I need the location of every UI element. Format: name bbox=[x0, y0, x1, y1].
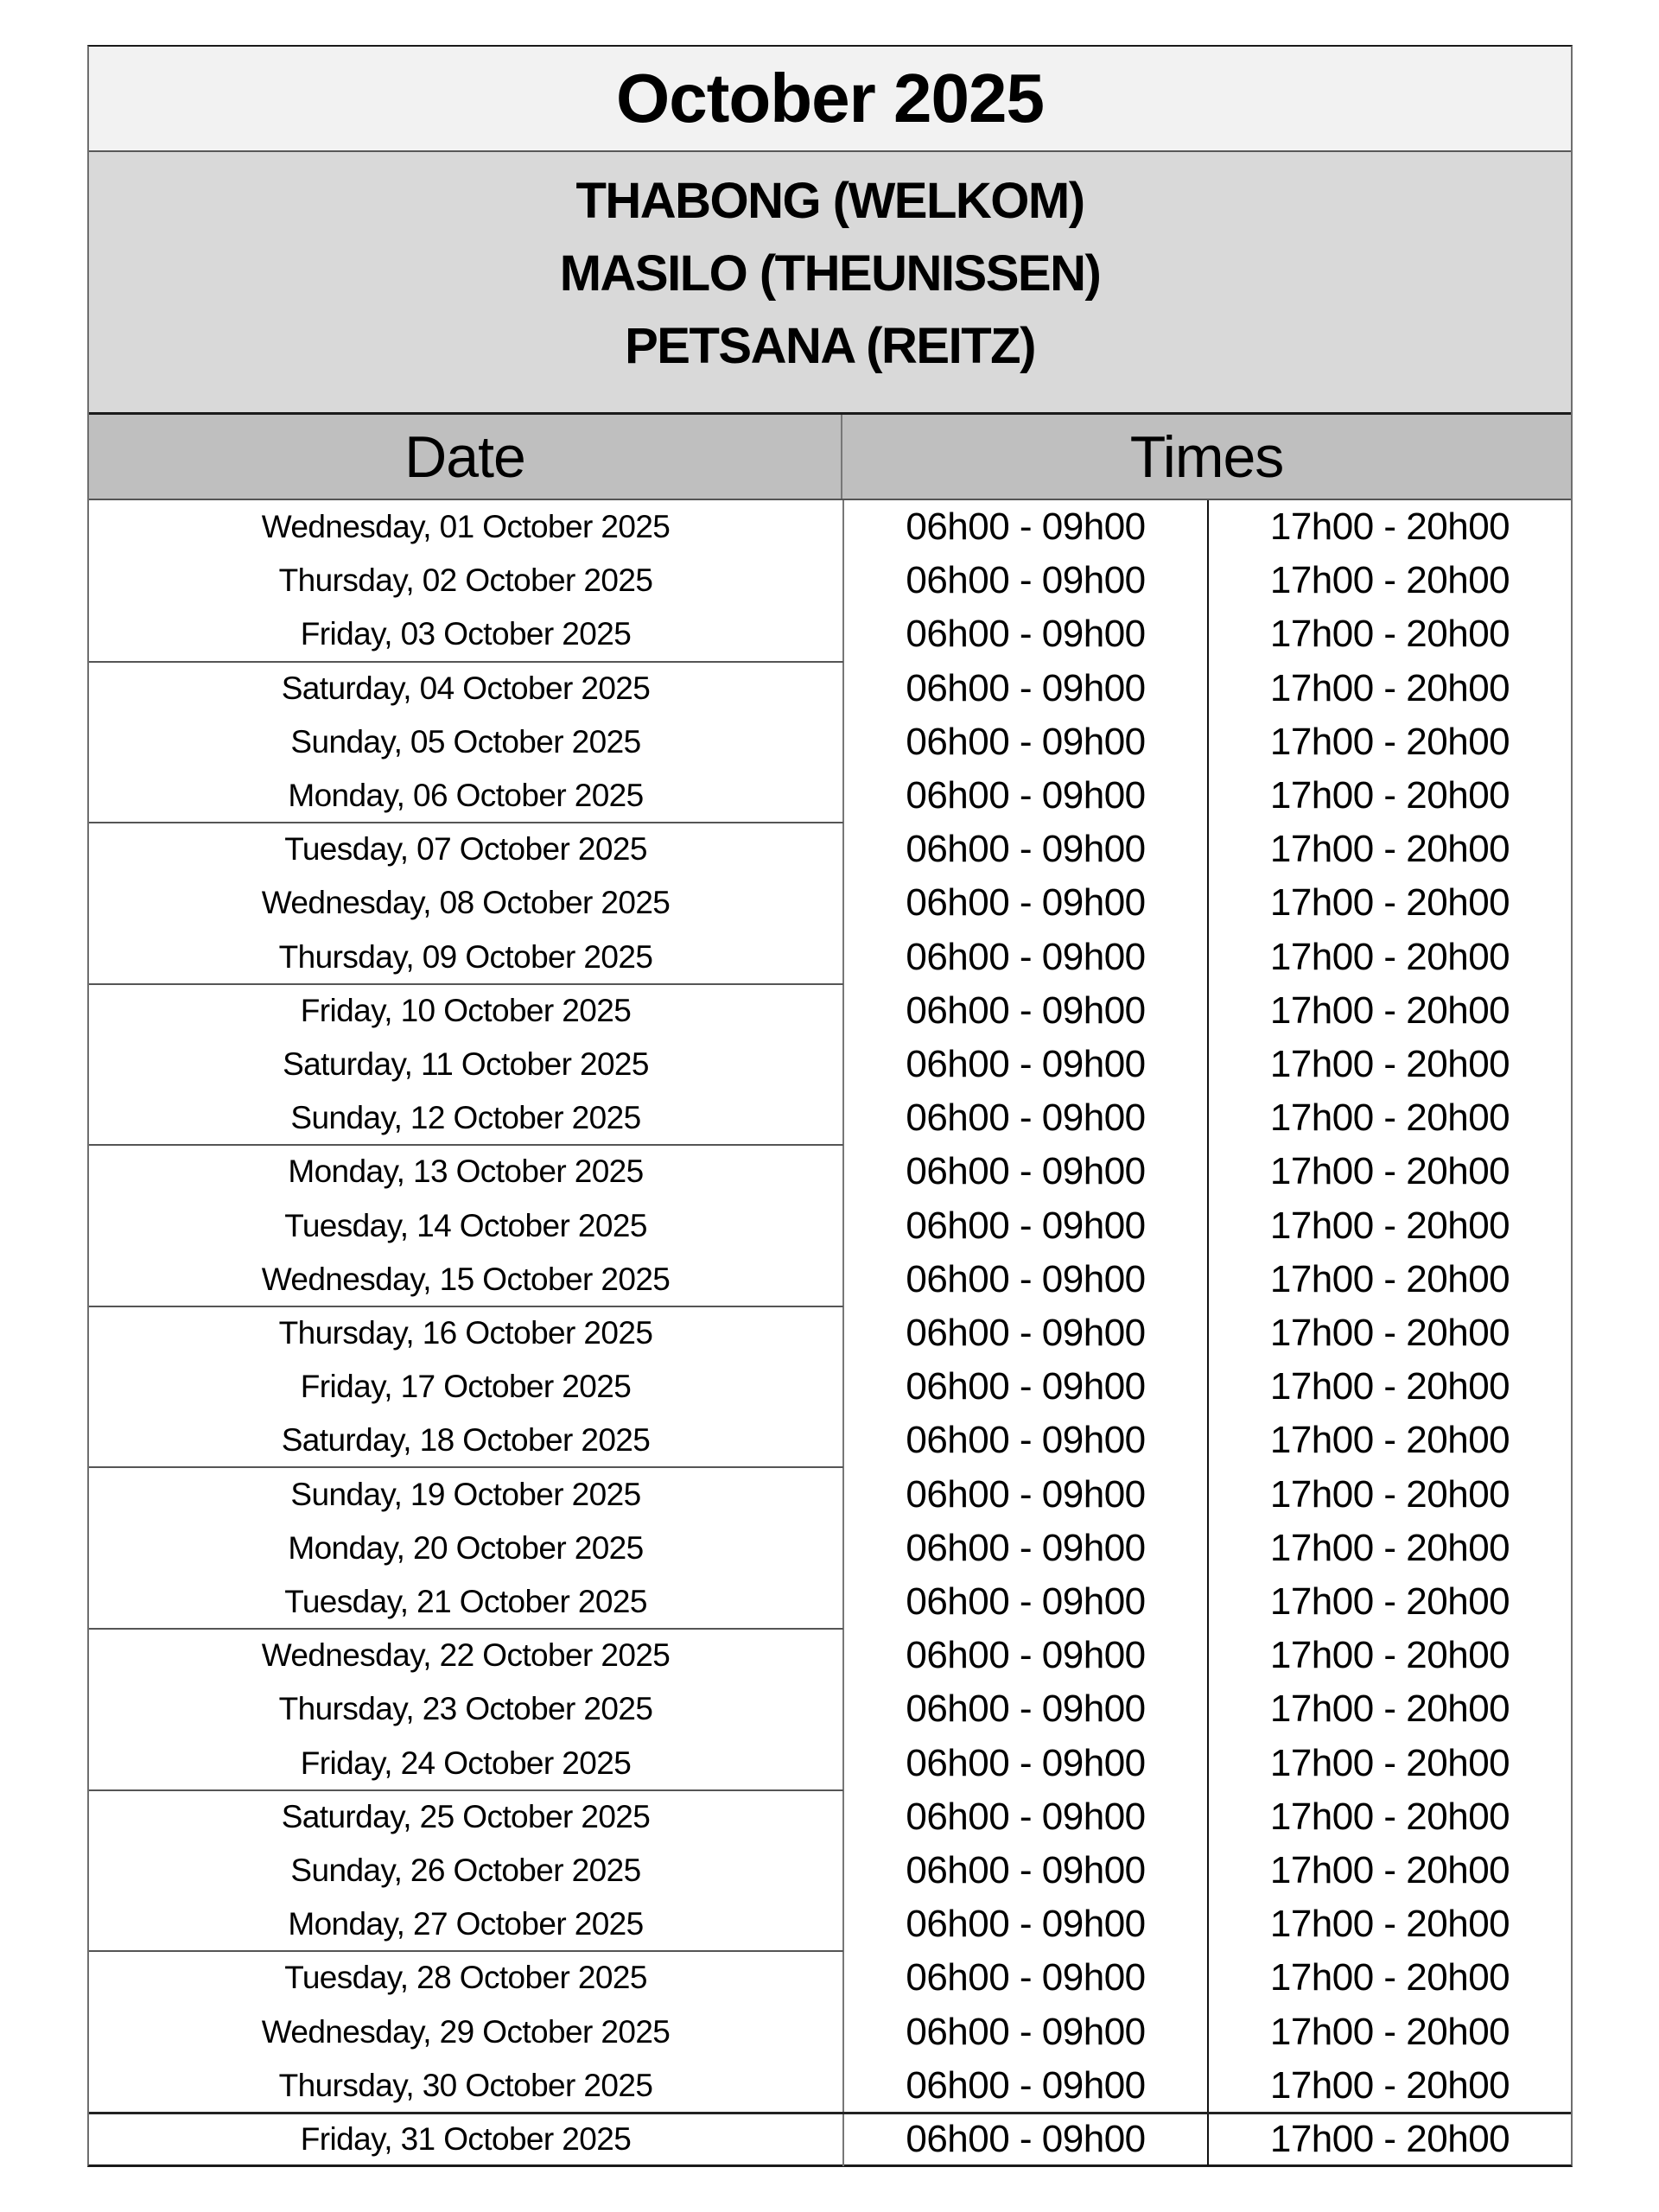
date-cell: Sunday, 12 October 2025 bbox=[290, 1100, 641, 1136]
morning-time-cell: 06h00 - 09h00 bbox=[906, 935, 1146, 978]
table-row bbox=[89, 984, 1571, 1038]
evening-time-cell: 17h00 - 20h00 bbox=[1269, 1580, 1510, 1623]
morning-time-cell: 06h00 - 09h00 bbox=[906, 1204, 1146, 1247]
morning-time-cell: 06h00 - 09h00 bbox=[906, 720, 1146, 763]
date-cell: Wednesday, 15 October 2025 bbox=[261, 1261, 671, 1297]
date-cell: Tuesday, 14 October 2025 bbox=[284, 1207, 647, 1243]
final-row-divider bbox=[89, 2112, 1571, 2114]
date-group-divider bbox=[89, 1789, 843, 1791]
table-row bbox=[89, 1038, 1571, 1091]
table-row bbox=[89, 554, 1571, 607]
date-cell: Thursday, 30 October 2025 bbox=[278, 2067, 653, 2103]
table-row bbox=[89, 662, 1571, 715]
table-row bbox=[89, 1199, 1571, 1253]
morning-time-cell: 06h00 - 09h00 bbox=[906, 666, 1146, 709]
table-row bbox=[89, 500, 1571, 554]
date-group-divider bbox=[89, 983, 843, 985]
date-cell: Friday, 03 October 2025 bbox=[300, 616, 632, 652]
date-cell: Wednesday, 22 October 2025 bbox=[261, 1637, 671, 1674]
evening-time-cell: 17h00 - 20h00 bbox=[1269, 2010, 1510, 2053]
evening-time-cell: 17h00 - 20h00 bbox=[1269, 1043, 1510, 1086]
date-cell: Thursday, 16 October 2025 bbox=[278, 1314, 653, 1351]
table-row bbox=[89, 931, 1571, 984]
column-header-date: Date bbox=[89, 415, 842, 499]
date-cell: Thursday, 02 October 2025 bbox=[278, 563, 653, 599]
evening-time-cell: 17h00 - 20h00 bbox=[1269, 720, 1510, 763]
table-row bbox=[89, 1360, 1571, 1414]
morning-time-cell: 06h00 - 09h00 bbox=[906, 1311, 1146, 1354]
location-thabong: THABONG (WELKOM) bbox=[575, 172, 1084, 229]
evening-time-cell: 17h00 - 20h00 bbox=[1269, 1956, 1510, 1999]
date-cell: Thursday, 09 October 2025 bbox=[278, 938, 653, 975]
evening-time-cell: 17h00 - 20h00 bbox=[1269, 505, 1510, 549]
date-group-divider bbox=[89, 822, 843, 823]
evening-time-cell: 17h00 - 20h00 bbox=[1269, 1795, 1510, 1838]
morning-time-cell: 06h00 - 09h00 bbox=[906, 1903, 1146, 1946]
table-row bbox=[89, 1629, 1571, 1682]
morning-time-cell: 06h00 - 09h00 bbox=[906, 613, 1146, 656]
table-header-row bbox=[89, 415, 1571, 500]
morning-time-cell: 06h00 - 09h00 bbox=[906, 1634, 1146, 1677]
morning-time-cell: 06h00 - 09h00 bbox=[906, 828, 1146, 871]
schedule-table bbox=[87, 45, 1573, 2167]
morning-time-cell: 06h00 - 09h00 bbox=[906, 1043, 1146, 1086]
date-cell: Saturday, 18 October 2025 bbox=[281, 1422, 651, 1459]
table-row bbox=[89, 1467, 1571, 1521]
date-cell: Friday, 31 October 2025 bbox=[300, 2120, 632, 2157]
date-cell: Tuesday, 28 October 2025 bbox=[284, 1960, 647, 1996]
title-band bbox=[89, 47, 1571, 152]
evening-time-cell: 17h00 - 20h00 bbox=[1269, 559, 1510, 602]
table-body bbox=[89, 500, 1571, 2166]
evening-time-cell: 17h00 - 20h00 bbox=[1269, 1848, 1510, 1891]
date-cell: Wednesday, 01 October 2025 bbox=[261, 509, 671, 545]
date-cell: Wednesday, 08 October 2025 bbox=[261, 885, 671, 921]
location-masilo: MASILO (THEUNISSEN) bbox=[559, 245, 1101, 302]
date-cell: Wednesday, 29 October 2025 bbox=[261, 2013, 671, 2050]
morning-time-cell: 06h00 - 09h00 bbox=[906, 774, 1146, 817]
table-row bbox=[89, 1951, 1571, 2005]
date-cell: Saturday, 25 October 2025 bbox=[281, 1798, 651, 1834]
evening-time-cell: 17h00 - 20h00 bbox=[1269, 613, 1510, 656]
date-cell: Sunday, 19 October 2025 bbox=[290, 1476, 641, 1512]
morning-time-cell: 06h00 - 09h00 bbox=[906, 1526, 1146, 1569]
date-group-divider bbox=[89, 1950, 843, 1952]
evening-time-cell: 17h00 - 20h00 bbox=[1269, 1150, 1510, 1193]
evening-time-cell: 17h00 - 20h00 bbox=[1269, 1903, 1510, 1946]
date-group-divider bbox=[89, 661, 843, 663]
date-cell: Tuesday, 07 October 2025 bbox=[284, 831, 647, 868]
page-title: October 2025 bbox=[616, 60, 1044, 137]
date-group-divider bbox=[89, 1628, 843, 1630]
date-cell: Monday, 27 October 2025 bbox=[288, 1906, 644, 1942]
morning-time-cell: 06h00 - 09h00 bbox=[906, 559, 1146, 602]
date-group-divider bbox=[89, 1144, 843, 1146]
evening-time-cell: 17h00 - 20h00 bbox=[1269, 935, 1510, 978]
evening-time-cell: 17h00 - 20h00 bbox=[1269, 1688, 1510, 1731]
table-row bbox=[89, 1897, 1571, 1951]
evening-time-cell: 17h00 - 20h00 bbox=[1269, 1741, 1510, 1784]
morning-time-cell: 06h00 - 09h00 bbox=[906, 1741, 1146, 1784]
table-row bbox=[89, 1790, 1571, 1844]
table-row bbox=[89, 1414, 1571, 1467]
evening-time-cell: 17h00 - 20h00 bbox=[1269, 1634, 1510, 1677]
morning-time-cell: 06h00 - 09h00 bbox=[906, 2063, 1146, 2107]
evening-time-cell: 17h00 - 20h00 bbox=[1269, 1472, 1510, 1516]
column-header-times: Times bbox=[1129, 423, 1284, 490]
date-cell: Saturday, 11 October 2025 bbox=[283, 1046, 649, 1083]
table-row bbox=[89, 1306, 1571, 1360]
table-row bbox=[89, 1682, 1571, 1736]
morning-time-cell: 06h00 - 09h00 bbox=[906, 1257, 1146, 1300]
evening-time-cell: 17h00 - 20h00 bbox=[1269, 1257, 1510, 1300]
date-cell: Monday, 06 October 2025 bbox=[288, 778, 644, 814]
morning-time-cell: 06h00 - 09h00 bbox=[906, 988, 1146, 1032]
table-row bbox=[89, 2113, 1571, 2166]
evening-time-cell: 17h00 - 20h00 bbox=[1269, 2117, 1510, 2160]
table-row bbox=[89, 1522, 1571, 1575]
evening-time-cell: 17h00 - 20h00 bbox=[1269, 2063, 1510, 2107]
table-row bbox=[89, 1253, 1571, 1306]
date-cell: Tuesday, 21 October 2025 bbox=[284, 1583, 647, 1619]
evening-time-cell: 17h00 - 20h00 bbox=[1269, 988, 1510, 1032]
morning-time-cell: 06h00 - 09h00 bbox=[906, 505, 1146, 549]
morning-time-cell: 06h00 - 09h00 bbox=[906, 1848, 1146, 1891]
evening-time-cell: 17h00 - 20h00 bbox=[1269, 1365, 1510, 1408]
date-cell: Monday, 20 October 2025 bbox=[288, 1529, 644, 1566]
evening-time-cell: 17h00 - 20h00 bbox=[1269, 1204, 1510, 1247]
morning-time-cell: 06h00 - 09h00 bbox=[906, 1096, 1146, 1140]
table-row bbox=[89, 715, 1571, 769]
evening-time-cell: 17h00 - 20h00 bbox=[1269, 774, 1510, 817]
date-cell: Thursday, 23 October 2025 bbox=[278, 1691, 653, 1727]
evening-time-cell: 17h00 - 20h00 bbox=[1269, 1096, 1510, 1140]
morning-time-cell: 06h00 - 09h00 bbox=[906, 1956, 1146, 1999]
table-row bbox=[89, 1844, 1571, 1897]
morning-time-cell: 06h00 - 09h00 bbox=[906, 1419, 1146, 1462]
evening-time-cell: 17h00 - 20h00 bbox=[1269, 1526, 1510, 1569]
morning-time-cell: 06h00 - 09h00 bbox=[906, 1795, 1146, 1838]
table-row bbox=[89, 1575, 1571, 1629]
evening-time-cell: 17h00 - 20h00 bbox=[1269, 881, 1510, 925]
table-row bbox=[89, 2059, 1571, 2113]
morning-time-cell: 06h00 - 09h00 bbox=[906, 1150, 1146, 1193]
evening-time-cell: 17h00 - 20h00 bbox=[1269, 1311, 1510, 1354]
date-cell: Saturday, 04 October 2025 bbox=[281, 670, 651, 706]
date-cell: Sunday, 26 October 2025 bbox=[290, 1852, 641, 1888]
date-group-divider bbox=[89, 1466, 843, 1468]
evening-time-cell: 17h00 - 20h00 bbox=[1269, 1419, 1510, 1462]
table-row bbox=[89, 607, 1571, 661]
morning-time-cell: 06h00 - 09h00 bbox=[906, 1688, 1146, 1731]
evening-time-cell: 17h00 - 20h00 bbox=[1269, 828, 1510, 871]
table-row bbox=[89, 1736, 1571, 1789]
morning-time-cell: 06h00 - 09h00 bbox=[906, 881, 1146, 925]
evening-time-cell: 17h00 - 20h00 bbox=[1269, 666, 1510, 709]
location-petsana: PETSANA (REITZ) bbox=[625, 317, 1035, 374]
date-cell: Friday, 17 October 2025 bbox=[300, 1369, 632, 1405]
date-cell: Monday, 13 October 2025 bbox=[288, 1154, 644, 1190]
table-row bbox=[89, 1091, 1571, 1145]
table-row bbox=[89, 2005, 1571, 2058]
date-cell: Sunday, 05 October 2025 bbox=[290, 723, 641, 760]
table-row bbox=[89, 1145, 1571, 1198]
morning-time-cell: 06h00 - 09h00 bbox=[906, 1365, 1146, 1408]
table-row bbox=[89, 876, 1571, 930]
morning-time-cell: 06h00 - 09h00 bbox=[906, 1580, 1146, 1623]
date-cell: Friday, 24 October 2025 bbox=[300, 1745, 632, 1781]
morning-time-cell: 06h00 - 09h00 bbox=[906, 2010, 1146, 2053]
locations-band bbox=[89, 152, 1571, 415]
date-cell: Friday, 10 October 2025 bbox=[300, 992, 632, 1028]
morning-time-cell: 06h00 - 09h00 bbox=[906, 1472, 1146, 1516]
table-row bbox=[89, 769, 1571, 823]
table-row bbox=[89, 823, 1571, 876]
date-group-divider bbox=[89, 1306, 843, 1307]
morning-time-cell: 06h00 - 09h00 bbox=[906, 2117, 1146, 2160]
